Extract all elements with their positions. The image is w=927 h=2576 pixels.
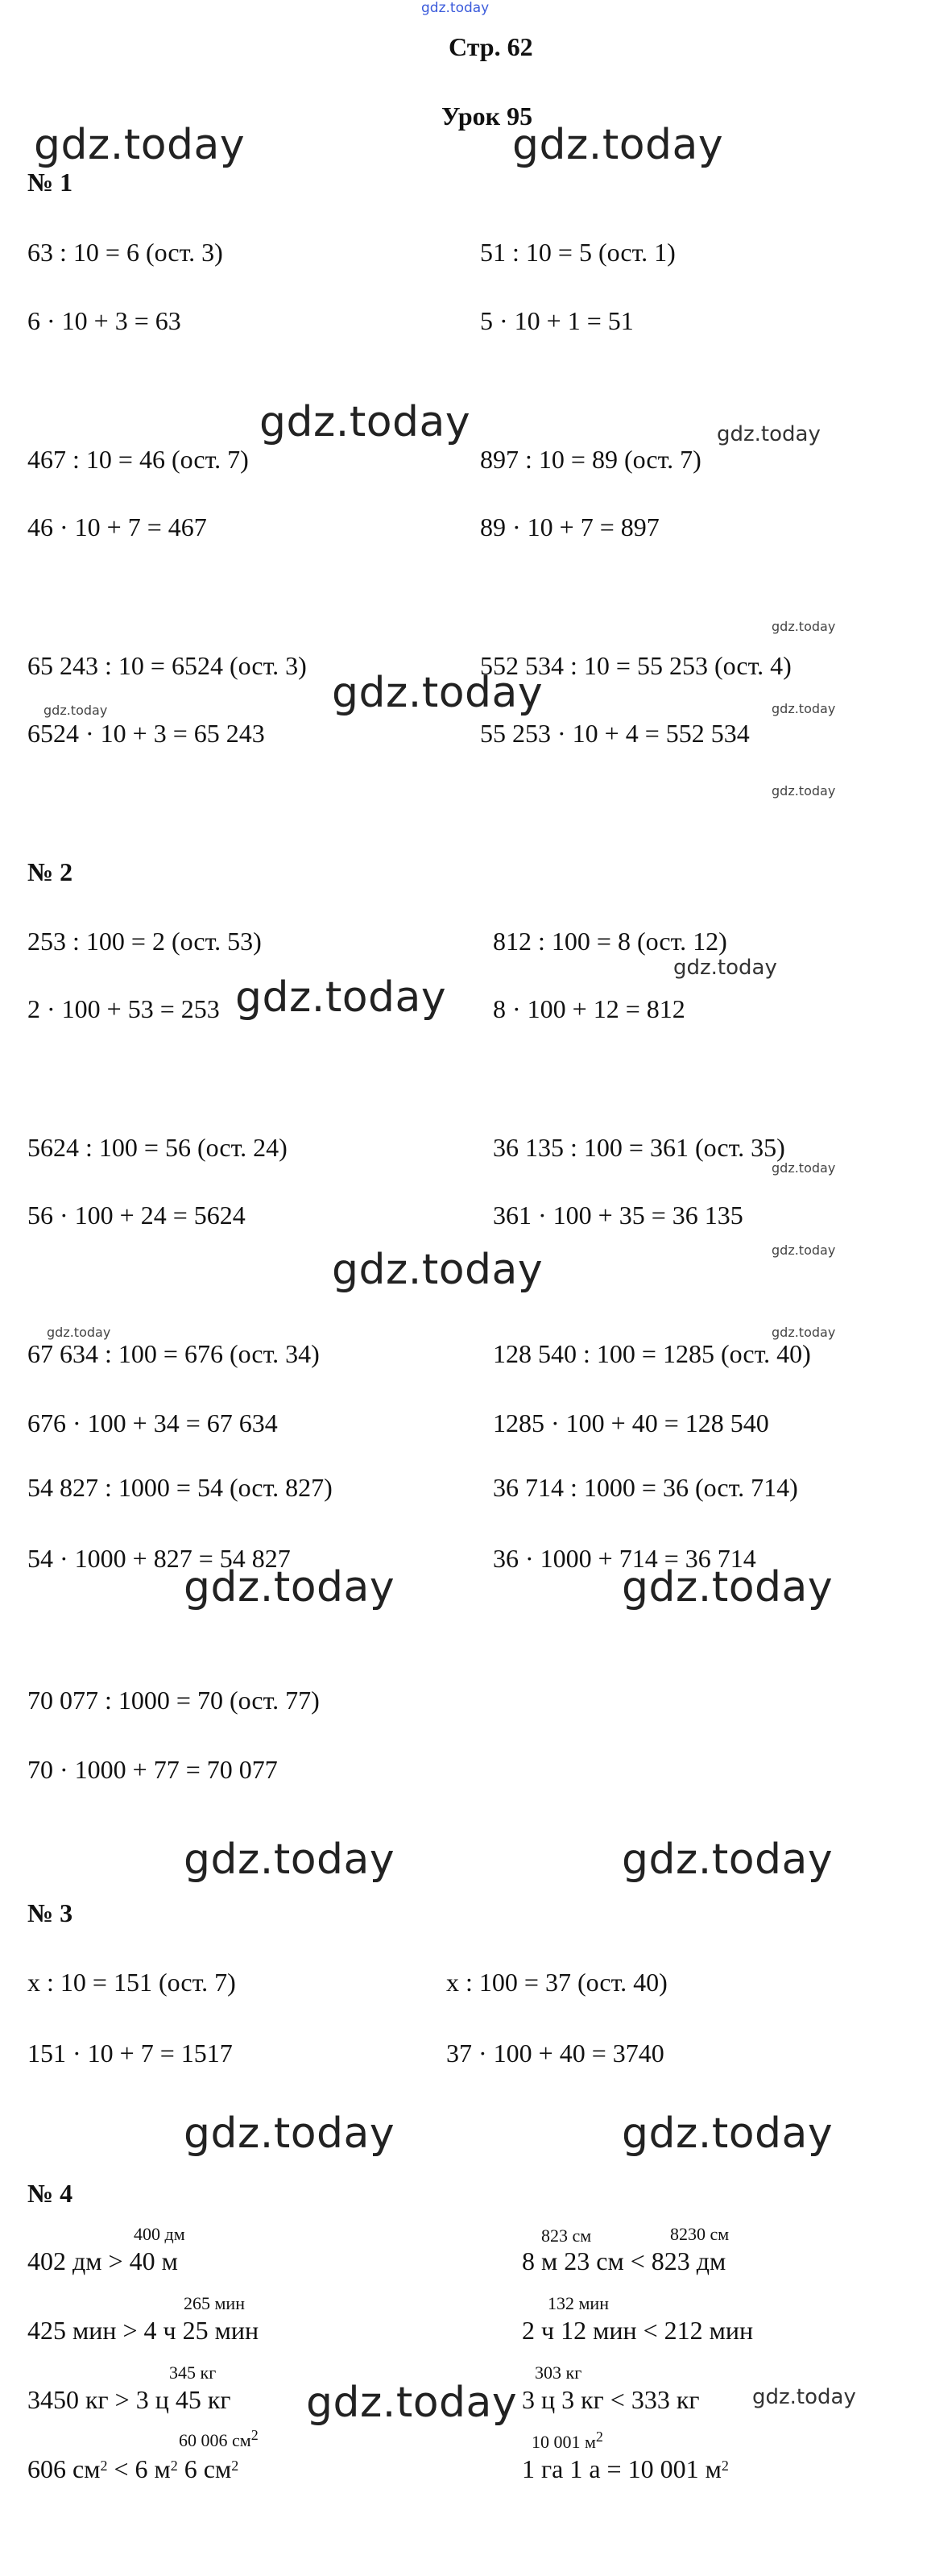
comparison: 3 ц 3 кг < 333 кг	[522, 2385, 700, 2414]
comparison: 1 га 1 а = 10 001 $м^2$	[522, 2454, 729, 2483]
conversion-note: 265 мин	[184, 2293, 245, 2313]
equation: x : 10 = 151 (ост. 7)	[27, 1968, 236, 1997]
equation: 128 540 : 100 = 1285 (ост. 40)	[493, 1339, 811, 1368]
watermark-small: gdz.today	[772, 619, 836, 634]
equation: 552 534 : 10 = 55 253 (ост. 4)	[480, 651, 792, 680]
equation: 151 · 10 + 7 = 1517	[27, 2039, 233, 2068]
watermark-top: gdz.today	[421, 0, 490, 16]
equation: 8 · 100 + 12 = 812	[493, 994, 685, 1023]
equation: 67 634 : 100 = 676 (ост. 34)	[27, 1339, 320, 1368]
equation: 51 : 10 = 5 (ост. 1)	[480, 238, 676, 267]
equation: 89 · 10 + 7 = 897	[480, 512, 660, 541]
equation: 36 714 : 1000 = 36 (ост. 714)	[493, 1473, 798, 1502]
equation: 63 : 10 = 6 (ост. 3)	[27, 238, 223, 267]
conversion-note: 345 кг	[169, 2362, 217, 2383]
equation: 361 · 100 + 35 = 36 135	[493, 1201, 743, 1230]
equation: 6 · 10 + 3 = 63	[27, 306, 181, 335]
equation: 467 : 10 = 46 (ост. 7)	[27, 445, 249, 474]
watermark-small: gdz.today	[772, 783, 836, 799]
equation: 5 · 10 + 1 = 51	[480, 306, 634, 335]
equation: 46 · 10 + 7 = 467	[27, 512, 207, 541]
watermark: gdz.today	[184, 1563, 395, 1612]
equation: 1285 · 100 + 40 = 128 540	[493, 1408, 769, 1437]
watermark-small: gdz.today	[772, 1242, 836, 1258]
equation: 812 : 100 = 8 (ост. 12)	[493, 927, 727, 956]
watermark: gdz.today	[306, 2379, 518, 2427]
watermark-small: gdz.today	[673, 956, 777, 980]
equation: 54 · 1000 + 827 = 54 827	[27, 1544, 291, 1573]
equation: x : 100 = 37 (ост. 40)	[446, 1968, 668, 1997]
equation: 70 077 : 1000 = 70 (ост. 77)	[27, 1686, 320, 1715]
conversion-note: 8230 см	[670, 2224, 730, 2244]
watermark-small: gdz.today	[772, 1160, 836, 1176]
comparison: 606 $см^2 < 6$ $м^2$ 6 $см^2$	[27, 2454, 239, 2483]
conversion-note: 400 дм	[134, 2224, 185, 2244]
conversion-note: 132 мин	[548, 2293, 609, 2313]
watermark: gdz.today	[622, 1836, 834, 1884]
conversion-note: 823 см	[541, 2225, 592, 2246]
watermark: gdz.today	[512, 121, 724, 169]
equation: 897 : 10 = 89 (ост. 7)	[480, 445, 701, 474]
equation: 70 · 1000 + 77 = 70 077	[27, 1755, 278, 1784]
watermark-small: gdz.today	[772, 701, 836, 716]
watermark: gdz.today	[332, 669, 544, 717]
comparison: 402 дм > 40 м	[27, 2246, 178, 2275]
watermark-small: gdz.today	[772, 1325, 836, 1340]
watermark-small: gdz.today	[717, 422, 821, 446]
equation: 56 · 100 + 24 = 5624	[27, 1201, 246, 1230]
watermark: gdz.today	[622, 2109, 834, 2158]
comparison: 8 м 23 см < 823 дм	[522, 2246, 726, 2275]
conversion-note: 10 001 $м^2$	[532, 2429, 603, 2452]
watermark: gdz.today	[622, 1563, 834, 1612]
comparison: 425 мин > 4 ч 25 мин	[27, 2316, 259, 2345]
watermark: gdz.today	[235, 973, 447, 1022]
equation: 65 243 : 10 = 6524 (ост. 3)	[27, 651, 307, 680]
watermark: gdz.today	[259, 398, 471, 446]
comparison: 3450 кг > 3 ц 45 кг	[27, 2385, 231, 2414]
equation: 36 135 : 100 = 361 (ост. 35)	[493, 1133, 785, 1162]
equation: 6524 · 10 + 3 = 65 243	[27, 719, 265, 748]
watermark: gdz.today	[184, 1836, 395, 1884]
conversion-note: 303 кг	[535, 2362, 582, 2383]
watermark-small: gdz.today	[47, 1325, 111, 1340]
watermark: gdz.today	[332, 1246, 544, 1294]
page-title: Стр. 62	[449, 32, 533, 61]
equation: 55 253 · 10 + 4 = 552 534	[480, 719, 750, 748]
equation: 37 · 100 + 40 = 3740	[446, 2039, 664, 2068]
watermark: gdz.today	[184, 2109, 395, 2158]
section-1-label: № 1	[27, 168, 73, 197]
equation: 253 : 100 = 2 (ост. 53)	[27, 927, 262, 956]
equation: 36 · 1000 + 714 = 36 714	[493, 1544, 756, 1573]
section-3-label: № 3	[27, 1898, 73, 1927]
section-4-label: № 4	[27, 2179, 73, 2208]
lesson-title: Урок 95	[441, 102, 533, 131]
comparison: 2 ч 12 мин < 212 мин	[522, 2316, 754, 2345]
watermark-small: gdz.today	[43, 703, 108, 718]
conversion-note: 60 006 $см^2$	[179, 2427, 259, 2450]
equation: 676 · 100 + 34 = 67 634	[27, 1408, 278, 1437]
watermark-small: gdz.today	[752, 2385, 856, 2409]
equation: 5624 : 100 = 56 (ост. 24)	[27, 1133, 288, 1162]
equation: 54 827 : 1000 = 54 (ост. 827)	[27, 1473, 333, 1502]
watermark: gdz.today	[34, 121, 246, 169]
equation: 2 · 100 + 53 = 253	[27, 994, 220, 1023]
section-2-label: № 2	[27, 857, 73, 886]
